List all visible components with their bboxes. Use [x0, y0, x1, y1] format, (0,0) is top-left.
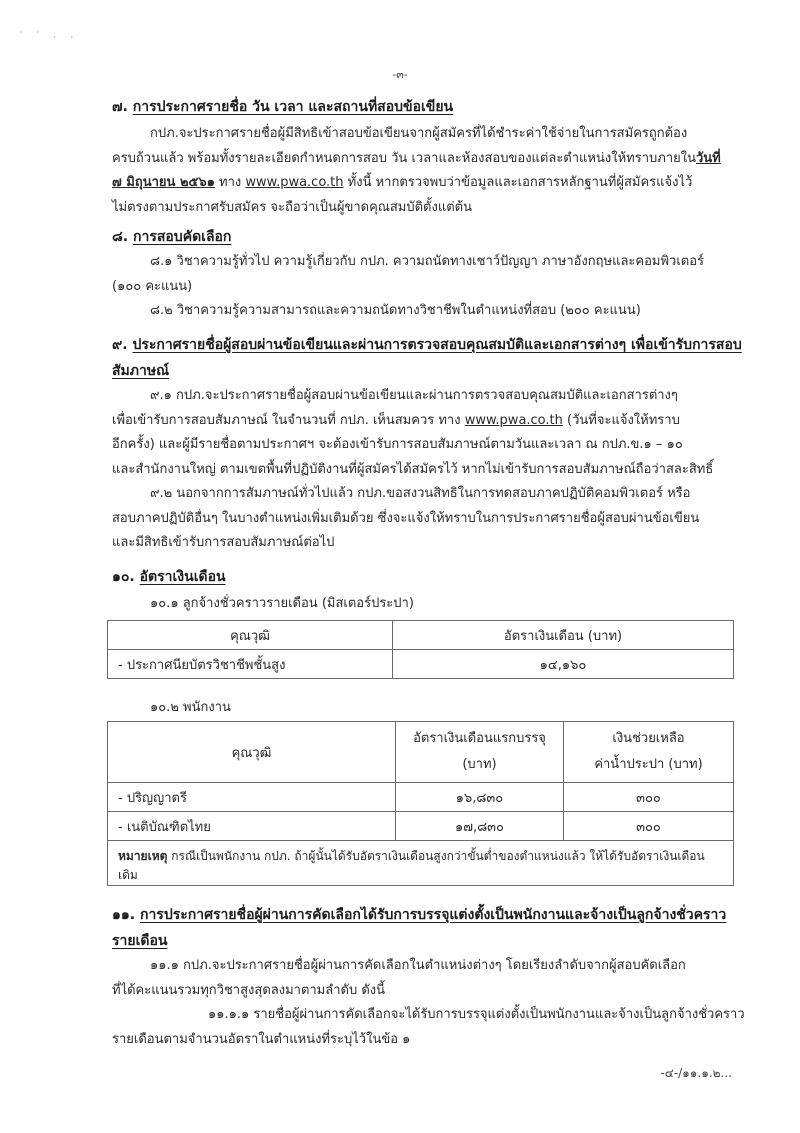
qualification-cell: - เนติบัณฑิตไทย — [108, 812, 396, 841]
salary-table-temporary — [107, 620, 734, 679]
paragraph-line: ๙.๒ นอกจากการสัมภาษณ์ทั่วไปแล้ว กปภ.ขอสงวนสิทธิในการทดสอบภาคปฏิบัติคอมพิวเตอร์ หรือ — [150, 486, 691, 501]
table-header-row — [108, 621, 734, 650]
text-span: เพื่อเข้ารับการสอบสัมภาษณ์ ในจำนวนที่ กปภ. เห็นสมควร ทาง — [112, 412, 465, 428]
section-number: ๙. — [112, 337, 128, 353]
paragraph-line: รายเดือนตามจำนวนอัตราในตำแหน่งที่ระบุไว้ในข้อ ๑ — [112, 1031, 411, 1047]
subsection-10-1-title: ๑๐.๑ ลูกจ้างชั่วคราวรายเดือน (มิสเตอร์ประปา) — [150, 596, 414, 611]
section-11-body — [112, 954, 745, 1052]
paragraph-line: ๘.๑ วิชาความรู้ทั่วไป ความรู้เกี่ยวกับ กปภ. ความถนัดทางเชาว์ปัญญา ภาษาอังกฤษและคอมพิวเตอร์ — [150, 254, 705, 269]
allowance-cell: ๓๐๐ — [564, 812, 734, 841]
page-continuation-marker: -๔-/๑๑.๑.๒... — [660, 1066, 732, 1080]
section-8-body — [112, 250, 704, 324]
section-8-heading — [112, 226, 231, 248]
note-text: กรณีเป็นพนักงาน กปภ. ถ้าผู้นั้นได้รับอัตราเงินเดือนสูงกว่าขั้นต่ำของตำแหน่งแล้ว ให้ได้รับอัตราเงินเดือนเดิม — [118, 849, 705, 882]
section-title-cont: รายเดือน — [112, 933, 168, 949]
salary-cell: ๑๗,๘๓๐ — [396, 812, 564, 841]
paragraph-line: ๘.๒ วิชาความรู้ความสามารถและความถนัดทางวิชาชีพในตำแหน่งที่สอบ (๒๐๐ คะแนน) — [150, 303, 641, 318]
section-11-heading — [112, 902, 726, 954]
paragraph-line: ไม่ตรงตามประกาศรับสมัคร จะถือว่าเป็นผู้ขาดคุณสมบัติตั้งแต่ต้น — [112, 199, 472, 215]
paragraph-line — [112, 409, 713, 434]
pwa-website-link[interactable]: www.pwa.co.th — [245, 175, 344, 190]
salary-cell: ๑๖,๘๓๐ — [396, 783, 564, 812]
paragraph-line — [112, 171, 721, 196]
scan-specks: ' ' , , — [20, 30, 80, 39]
section-7-heading — [112, 96, 453, 118]
qualification-cell: - ปริญญาตรี — [108, 783, 396, 812]
section-7-body — [112, 122, 721, 220]
header-line: ค่าน้ำประปา (บาท) — [594, 757, 703, 772]
paragraph-line: กปภ.จะประกาศรายชื่อผู้มีสิทธิเข้าสอบข้อเขียนจากผู้สมัครที่ได้ชำระค่าใช้จ่ายในการสมัครถูกต้อง — [150, 126, 688, 141]
header-line: เงินช่วยเหลือ — [612, 731, 685, 746]
paragraph-line: ๑๑.๑ กปภ.จะประกาศรายชื่อผู้ผ่านการคัดเลือกในตำแหน่งต่างๆ โดยเรียงลำดับจากผู้สอบคัดเลือก — [150, 958, 686, 973]
section-number: ๑๑. — [112, 907, 136, 923]
table-note-row — [108, 841, 734, 886]
date-highlight: วันที่ — [695, 150, 721, 166]
column-header-qualification: คุณวุฒิ — [108, 722, 396, 783]
column-header-starting-salary — [396, 722, 564, 783]
text-span: ทั้งนี้ หากตรวจพบว่าข้อมูลและเอกสารหลักฐานที่ผู้สมัครแจ้งไว้ — [343, 175, 693, 190]
note-cell — [108, 841, 734, 886]
section-title: การประกาศรายชื่อ วัน เวลา และสถานที่สอบข้อเขียน — [132, 99, 454, 115]
pwa-website-link[interactable]: www.pwa.co.th — [464, 412, 563, 428]
section-9-body — [112, 384, 713, 556]
paragraph-line: ที่ได้คะแนนรวมทุกวิชาสูงสุดลงมาตามลำดับ ดังนี้ — [112, 982, 386, 998]
section-9-heading — [112, 332, 742, 384]
paragraph-line: และมีสิทธิเข้ารับการสอบสัมภาษณ์ต่อไป — [112, 535, 335, 550]
text-span: ทาง — [214, 175, 246, 190]
section-number: ๗. — [112, 99, 128, 115]
section-number: ๑๐. — [112, 569, 135, 585]
section-title: การประกาศรายชื่อผู้ผ่านการคัดเลือกได้รับการบรรจุแต่งตั้งเป็นพนักงานและจ้างเป็นลูกจ้างชั่วคราว — [139, 907, 727, 923]
column-header-salary: อัตราเงินเดือน (บาท) — [393, 621, 734, 650]
section-title: ประกาศรายชื่อผู้สอบผ่านข้อเขียนและผ่านการตรวจสอบคุณสมบัติและเอกสารต่างๆ เพื่อเข้ารับการสอบ — [132, 337, 742, 353]
header-line: อัตราเงินเดือนแรกบรรจุ — [413, 731, 546, 746]
section-title: อัตราเงินเดือน — [139, 569, 226, 585]
section-10-heading — [112, 566, 226, 588]
text-span: (วันที่จะแจ้งให้ทราบ — [562, 412, 680, 428]
allowance-cell: ๓๐๐ — [564, 783, 734, 812]
table-row — [108, 812, 734, 841]
table-header-row — [108, 722, 734, 783]
salary-cell: ๑๔,๑๖๐ — [393, 650, 734, 679]
section-title: การสอบคัดเลือก — [133, 229, 232, 245]
salary-table-employee — [107, 721, 734, 886]
paragraph-line: และสำนักงานใหญ่ ตามเขตพื้นที่ปฏิบัติงานที่ผู้สมัครได้สมัครไว้ หากไม่เข้ารับการสอบสัมภาษณ์ถือว่าสละสิทธิ์ — [112, 461, 714, 477]
table-row — [108, 650, 734, 679]
section-title-cont: สัมภาษณ์ — [112, 363, 170, 379]
header-line: (บาท) — [462, 757, 497, 772]
text-span: ครบถ้วนแล้ว พร้อมทั้งรายละเอียดกำหนดการสอบ วัน เวลาและห้องสอบของแต่ละตำแหน่งให้ทราบภายใน — [112, 150, 696, 166]
date-highlight: ๗ มิถุนายน ๒๕๖๑ — [112, 175, 215, 190]
paragraph-line — [112, 147, 721, 172]
column-header-water-allowance — [564, 722, 734, 783]
column-header-qualification: คุณวุฒิ — [108, 621, 393, 650]
paragraph-line: (๑๐๐ คะแนน) — [112, 278, 193, 294]
table-row — [108, 783, 734, 812]
qualification-cell: - ประกาศนียบัตรวิชาชีพชั้นสูง — [108, 650, 393, 679]
paragraph-line: ๑๑.๑.๑ รายชื่อผู้ผ่านการคัดเลือกจะได้รับการบรรจุแต่งตั้งเป็นพนักงานและจ้างเป็นลูกจ้างชั่วคราว — [208, 1007, 745, 1022]
page-number: -๓- — [392, 68, 408, 81]
paragraph-line: อีกครั้ง) และผู้มีรายชื่อตามประกาศฯ จะต้องเข้ารับการสอบสัมภาษณ์ตามวันและเวลา ณ กปภ.ข.๑ – ๑๐ — [112, 437, 683, 452]
subsection-10-2-title: ๑๐.๒ พนักงาน — [150, 700, 231, 715]
paragraph-line: สอบภาคปฏิบัติอื่นๆ ในบางตำแหน่งเพิ่มเติมด้วย ซึ่งจะแจ้งให้ทราบในการประกาศรายชื่อผู้สอบผ่านข้อเขียน — [112, 510, 700, 526]
section-number: ๘. — [112, 229, 129, 245]
paragraph-line: ๙.๑ กปภ.จะประกาศรายชื่อผู้สอบผ่านข้อเขียนและผ่านการตรวจสอบคุณสมบัติและเอกสารต่างๆ — [150, 388, 678, 403]
note-label: หมายเหตุ — [118, 849, 168, 863]
